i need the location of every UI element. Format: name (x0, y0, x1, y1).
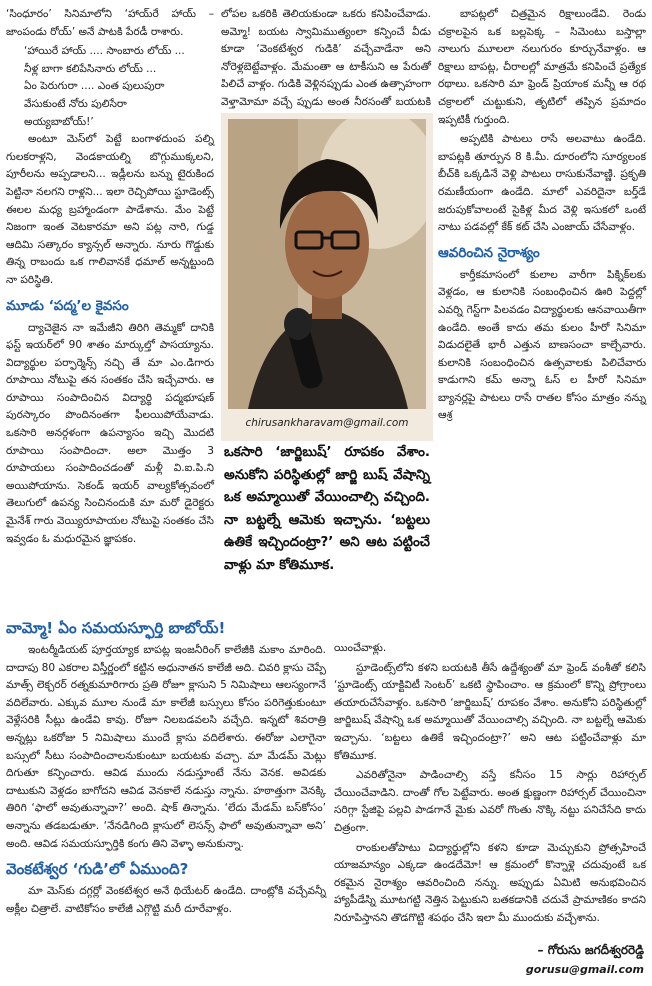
body-paragraph: ద్యాచెజైన నా ఇమేజీని తిరిగి తెమ్మకో దానికి ఫస్ట్ ఇయర్‌లో 90 శాతం మార్కుల్తో పాసయ్యాను. విద్యార్థుల పర్ఫార్మెన్స్ నచ్చి తే మా ఎం.డిగారు రూపాయి నోటుపై తన సంతకం చేసి ఇచ్చేవారు. ఆ రూపాయి సంపాదించిన విద్యార్థి పద్మభూషణ్ పురస్కారం పొందినంతగా ఫీలయిపోయేవాడు. ఒకసారి అనర్గళంగా ఉపన్యాసం ఇచ్చి మొదటి రూపాయి సంపాదించా. అలా మొత్తం 3 రూపాయలు సంపాదించడంతో మళ్లీ వి.ఐ.పి.ని అయిపోయాను. సెకండ్ ఇయర్ వాల్యకోత్సవంలో తెలుగులో ఉపన్య సించినందుకి మా మరో డైరెక్టరు మైనేశ్ గారు వెయ్యిరూపాయల నోటుపై సంతకం చేసి ఇవ్వడం ఓ మధురమైన జ్ఞాపకం. (6, 321, 214, 545)
body-paragraph: లోపల ఒకరికి తెలియకుండా ఒకరు కనిపించేవాడు. అమ్మో! బయట స్వామిముత్యంలా కన్పించే వీడు కూడా ‘వెంకటేశ్వర గుడికి’ వచ్చేవాడేనా అని నోరెళ్లబెట్టేవాళ్లం. మేమంతా ఆ టాకీసుని ఆ పేరుతో పిలిచే వాళ్లం. గుడికి వెళ్లినప్పుడు ఎంత ఉత్సాహంగా వెళ్తామోమా వచ్చే ప్పుడు అంత నీరసంతో బయటకి (221, 8, 431, 108)
photo-email-caption: chirusankharavam@gmail.com (245, 417, 409, 429)
body-paragraph: బాపట్లలో చిత్రమైన రిక్షాలుండేవి. రెండు చక్రాలపైన ఒక బల్లపెక్క – సిమెంటు బస్తాల్లా నాలుగు మూలలా నలుగురం కూర్చునేవాళ్లం. ఆ రిక్షాలు బాపట్ల, చీరాలల్లో మాత్రమే కనిపించే ప్రత్యేక రథాలు. ఒకసారి మా ఫ్రెండ్ ప్రియాంక మన్నీ ఆ రథ చక్రాలలో చుట్టుకుని, తృటిలో తప్పిన ప్రమాదం ఇప్పటికీ గుర్తుంది. (438, 8, 646, 126)
portrait-photo (228, 119, 426, 409)
section-heading-gudi: వెంకటేశ్వర ‘గుడి’లో ఏముంది? (6, 860, 189, 879)
poem-line: ఏం పెరుగురా .... ఎంత పులుపురా (24, 80, 165, 93)
intro-paragraph: ‘సింధూరం’ సినిమాలోని ‘హాయ్‌రే హాయ్ – జాంపండు రోయ్’ అనే పాటకి పేరడీ రాశారు. (6, 8, 214, 38)
author-email: gorusu@gmail.com (525, 963, 644, 976)
left-column (6, 6, 214, 550)
body-paragraph: కార్తీకమాసంలో కులాల వారీగా పిక్నిక్‌లకు వెళ్లడం, ఆ కులానికి సంబంధించిన ఊరి పెద్దల్లో ఎవర్ని గెస్ట్‌గా పిలవడం విద్యార్థులకు ఆనవాయితీగా ఉండేది. అంతే కాదు తమ కులం హీరో సినిమా విడుదలైతే భారీ ఎత్తున బాణసంచా కాల్చేవారు. కులానికి సంబంధించిన ఉత్సవాలకు పిలిచేవారు కాడుగాని కమ్ అన్నా ఓస్ ల హీరో సినిమా బ్యానర్లపై పాటలు రాసే రాతల కోసం మాత్రం నన్ను ఆశ్ర (438, 268, 646, 422)
section-heading-presence-of-mind: వామ్మో! ఏం సమయస్ఫూర్తి బాబోయ్! (6, 619, 226, 637)
body-paragraph: రాంకులతోపాటు విద్యార్థుల్లోని కళని కూడా మెచ్చుకుని ప్రోత్సహించే యాజమాన్యం ఎక్కడా ఉండదేమో! ఆ క్రమంలో కొన్నాళ్లె చదువుంటే ఒక రకమైన నైరాశ్యం ఆవరించింది నన్ను. అప్పుడు ఏమిటి అనుభవించిన హ్యాపీడేస్ని మూటగట్టి నెత్తిన పెట్టుకుని బతకడానికి చదువే ప్రామాణికం కాదని నిరూపిస్తానని తొడగొట్టి శపథం చేసి ఇలా మీ ముందుకు వచ్చేశాను. (334, 841, 646, 924)
photo-frame (221, 113, 433, 441)
poem-line: అయ్యబాబోయ్!’ (24, 115, 94, 128)
body-paragraph: మా మెస్‌కు దగ్గర్లో వెంకటేశ్వర అనే థియేటర్ ఉండేది. దాంట్లోకి వచ్చేవన్నీ అక్లీల చిత్రాలే. వాటికోసం కాలేజీ ఎగ్గొట్టి మరీ దూరేవాళ్లం. (6, 885, 326, 915)
body-paragraph: అంటూ మెస్‌లో పెట్టే బంగాళదుంప పల్ని గులకరాళ్లని, వెండకాయల్ని బొగ్గుముక్కలని, పూరీలను అప్పడాలని... ఇడ్లీలను బన్ను టైరుకింద పెట్టినా నలగని రాళ్లని... ఇలా రెచ్చిపోయి స్టూడెంట్స్ ఈలల మధ్య బ్రహ్మాండంగా పాడేశాను. మేం పెట్టే నిజంగా ఇంత వెటకారమా అని పట్ల నారి, గుడ్డ ఆదిమి సత్కారం క్యాన్సల్ అన్నారు. నూరు గొడ్డుకు తిన్న రాబందు ఒక గాలివానకే ధమాల్ అన్నట్టుంది నా పరిస్థితి. (6, 133, 214, 286)
body-paragraph: ఇంటర్మీడియట్ పూర్తయ్యాక బాపట్ల ఇంజనీరింగ్ కాలేజీకి మకాం మారింది. దాదాపు 80 ఎకరాల విస్తీర్ణంలో కట్టిన అధునాతన కాలేజీ అది. చివరి క్లాసు చెప్పే మాత్స్ లెక్చరర్ రత్నకుమారిగారు ప్రతి రోజూ క్లాసుని 5 నిమిషాలు ఆలస్యంగానే వదిలేవారు. ఎక్కువ మూల నుండే మా కాలేజీ బస్సులు కోసం పరిగెత్తుకుంటూ వెళ్లేసరికి సీట్లు ఉండేవి కావు. రోజూ నిలబడవలసి వచ్చేది. ఇన్నటో శివరాత్రి అన్నట్లు ఒకరోజు 5 నిమిషాలు ముందే క్లాసు వదిలేశారు. ఈరోజు ఎలాగైనా బస్సులో సీటు సంపాదించాలనుకుంటూ బయటకు వచ్చా. మా మేడమ్ మెట్లు దిగుతూ కన్పించారు. ఆవిడ ముందు నడుస్తూంటే నేను వెనక. అవిడకు దాటుకుని వెళ్లడం బాగోదని ఆవిడ వెనకాలే నడుస్తు న్నాను. హఠాత్తుగా వెనక్కి తిరిగి ‘ఫాలో అవుతున్నావా?’ అంది. షాక్ తిన్నాను. ‘లేదు మేడమ్ బస్‌కోసం’ అన్నాను తడబడుతూ. ‘నేనడిగింది క్లాసులో లెసన్స్ ఫాలో అవుతున్నావా అని’ అంది. ఆవిడ సమయస్ఫూర్తికి కంగు తిని వెళ్ళా అనుకున్నా. (6, 644, 326, 850)
pull-quote (224, 442, 430, 577)
body-paragraph: అప్పటికి పాటలు రాసే అలవాటు ఉండేది. బాపట్లకి తూర్పున 8 కి.మీ. దూరంలోని సూర్యలంక బీచ్‌కి ఒక్కడినే వెళ్లి పాటలు రాసుకునేవాణ్ణి. ప్రకృతి రమణీయంగా ఉండేది. మాలో ఎవరిదైనా బర్త్‌డే జరుపుకోవాలంటే సైకిళ్ల మీద వెళ్లి ఇసుకలో ఒంటే నాటు పడవల్లో కేక్ కట్ చేసి ఎంజాయ్ చేసేవాళ్లం. (438, 133, 646, 234)
poem-line: వేసుకుంటే నోరు పులిసేరా (24, 97, 127, 110)
portrait-illustration (228, 119, 426, 409)
author-signature: – గోరుసు జగదీశ్వరరెడ్డి (537, 943, 644, 957)
poem-line: ‘హాయిరే హాయ్ .... సాంబారు లోయ్ ... (24, 45, 185, 58)
right-column (438, 6, 646, 427)
poem-line: నీళ్ల బాగా కలిపేసినారు లోయ్ ... (24, 62, 157, 75)
body-paragraph: ఎవరితోనైనా పాడించాల్సి వస్తే కనీసం 15 సార్లు రిహార్సల్ చేయించేవాడిని. దాంతో గోల పెట్టేవారు. అంత క్షుణ్ణంగా రిహార్సల్ చేయించినా సరిగ్గా స్టేజిపై పల్లవి పాడగానే మైకు ఎవరో గొంతు నొక్కి నట్టు పనిచేసేది కాదు చిత్రంగా. (334, 769, 646, 834)
bottom-left-section (6, 612, 326, 920)
section-heading-despair: ఆవరించిన నైరాశ్యం (438, 244, 540, 261)
parody-poem (6, 43, 214, 131)
section-heading-padmas: మూడు ‘పద్మ’ల కైవసం (6, 297, 129, 314)
pull-quote-text: ఒకసారి ‘జార్జిబుష్’ రూపకం వేశాం. అనుకోని పరిస్థితుల్లో జార్జి బుష్ వేషాన్ని ఒక అమ్మాయితో వేయించాల్సి వచ్చింది. నా బట్టల్నే ఆమెకు ఇచ్చాను. ‘బట్టలు ఉతికే ఇచ్చిందంట్రా?’ అని ఆట పట్టించే వాళ్లు మా కోతిమూక. (224, 445, 430, 573)
body-paragraph: స్టూడెంట్స్‌లోని కళని బయటకి తీసే ఉద్దేశ్యంతో మా ఫ్రెండ్ వంశీతో కలిసి ‘స్టూడెంట్స్ యాక్టివిటీ సెంటర్’ ఒకటి స్థాపించాం. ఆ క్రమంలో కొన్ని ప్రోగ్రాంలు తయారుచేసేవాళ్లం. ఒకసారి ‘జార్జిబుష్’ రూపకం వేశాం. అనుకోని పరిస్థితుల్లో జార్జిబుష్ వేషాన్ని ఒక అమ్మాయితో వేయించాల్సి వచ్చింది. నా బట్టల్నే ఆమెకు ఇచ్చాను. ‘బట్టలు ఉతికే ఇచ్చిందంట్రా?’ అని ఆట పట్టించేవాళ్లు మా కోతిమూక. (334, 661, 646, 762)
body-paragraph: యించేవాళ్లు. (334, 642, 387, 654)
bottom-right-section (334, 640, 646, 930)
